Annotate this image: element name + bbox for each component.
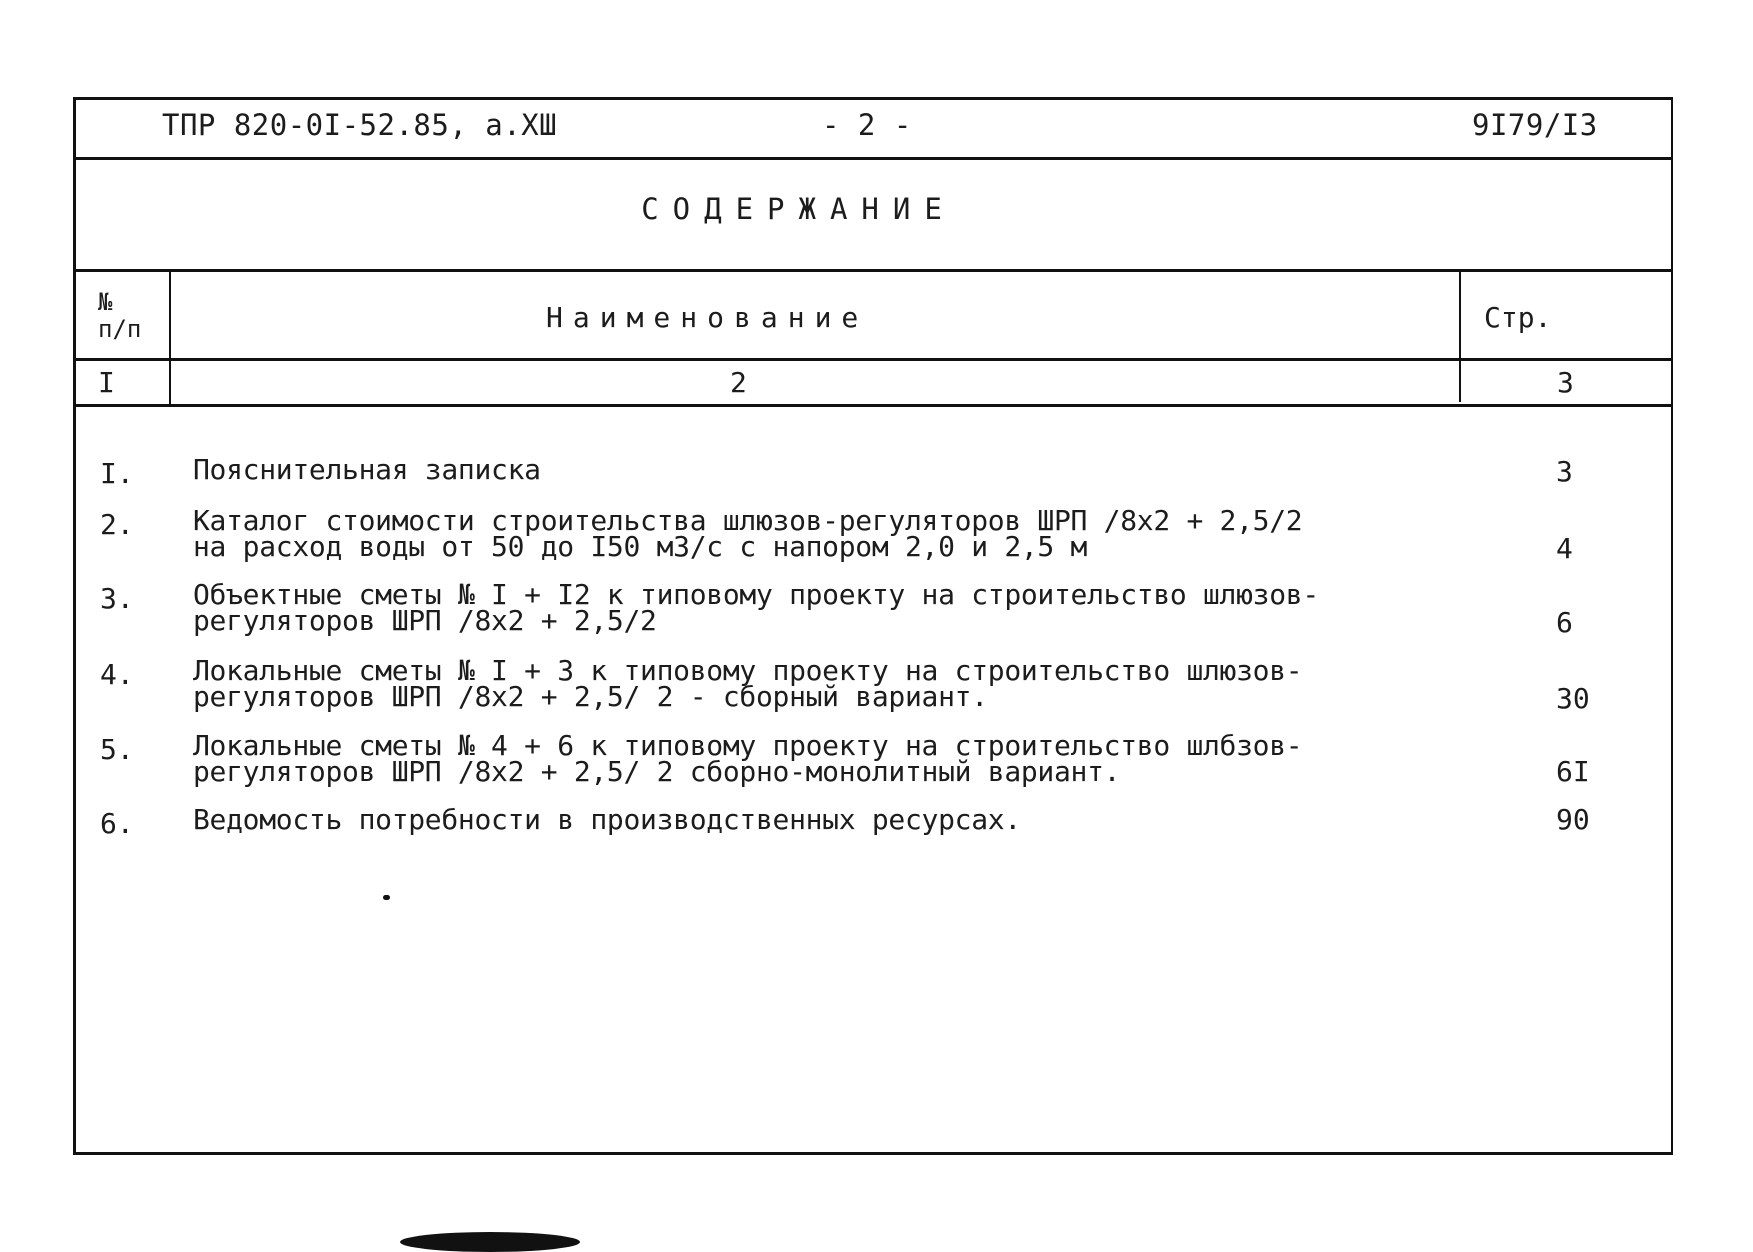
header-name: Наименование [546, 301, 869, 334]
header-bottom-rule [76, 358, 1671, 361]
column-number-1: I [98, 366, 115, 399]
entry-page: 3 [1556, 455, 1573, 488]
entry-number: I. [100, 457, 134, 490]
entry-page: 4 [1556, 532, 1573, 565]
column-number-2: 2 [730, 366, 747, 399]
header-num [98, 289, 141, 343]
entry-title: Пояснительная записка [193, 453, 541, 486]
entry-page: 6I [1556, 755, 1590, 788]
document-number: 9I79/I3 [1472, 108, 1598, 142]
entry-title: Ведомость потребности в производственных ресурсах. [193, 803, 1021, 836]
entry-title: Каталог стоимости строительства шлюзов-регуляторов ШРП /8х2 + 2,5/2 на расход воды от 50 до I50 м3/с с напором 2,0 и 2,5 м [193, 504, 1303, 563]
entry-page: 90 [1556, 803, 1590, 836]
entry-number: 3. [100, 582, 134, 615]
table-top-rule [76, 269, 1671, 272]
entry-number: 2. [100, 508, 134, 541]
column-numbers-bottom-rule [76, 404, 1671, 407]
scan-blot [400, 1232, 580, 1252]
entry-number: 6. [100, 807, 134, 840]
header-num-label: № п/п [98, 288, 142, 343]
entry-title: Объектные сметы № I + I2 к типовому проекту на строительство шлюзов- регуляторов ШРП /8х2 + 2,5/2 [193, 578, 1319, 637]
document-frame [73, 97, 1673, 1155]
document-code: ТПР 820-0I-52.85, а.ХШ [162, 108, 558, 142]
entry-page: 30 [1556, 682, 1590, 715]
col-divider-page [1459, 269, 1461, 402]
entry-title: Локальные сметы № 4 + 6 к типовому проекту на строительство шлбзов- регуляторов ШРП /8х2 + 2,5/ 2 сборно-монолитный вариант. [193, 729, 1303, 788]
page-title: СОДЕРЖАНИЕ [641, 192, 956, 226]
entry-title: Локальные сметы № I + 3 к типовому проекту на строительство шлюзов- регуляторов ШРП /8х2 + 2,5/ 2 - сборный вариант. [193, 654, 1303, 713]
scan-speck [383, 895, 390, 900]
col-divider-num [169, 271, 171, 407]
entry-number: 4. [100, 658, 134, 691]
header-page: Стр. [1484, 301, 1552, 334]
header-divider [76, 157, 1671, 160]
entry-number: 5. [100, 733, 134, 766]
entry-page: 6 [1556, 606, 1573, 639]
column-number-3: 3 [1557, 366, 1574, 399]
page-marker: - 2 - [822, 108, 912, 142]
